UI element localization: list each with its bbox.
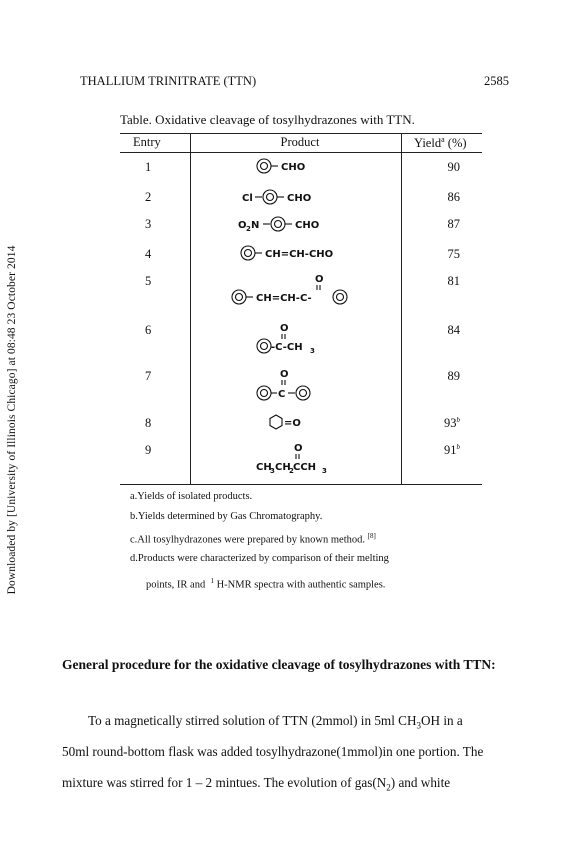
methyl-subscript: 3: [322, 467, 327, 475]
body-text: To a magnetically stirred solution of TTN (2mmol) in 5ml CH: [88, 713, 417, 728]
benzene-ring-inner: [236, 294, 243, 301]
benzene-ring: [333, 290, 347, 304]
yield-header-label: Yield: [414, 136, 442, 151]
column-header-yield: [414, 135, 467, 151]
product-structure: [256, 158, 336, 176]
footnote-d: d.Products were characterized by comparison of their melting: [130, 553, 389, 564]
entry-number: 9: [145, 443, 152, 457]
benzene-ring: [296, 386, 310, 400]
methyl-label: CH: [256, 462, 272, 473]
cyclohexanone-structure: [268, 414, 328, 432]
entry-number: 6: [145, 323, 152, 337]
footnote-d-post: H-NMR spectra with authentic samples.: [216, 579, 386, 591]
benzene-ring-inner: [337, 294, 344, 301]
entry-number: 8: [145, 416, 152, 430]
product-structure: [268, 414, 328, 432]
entry-number: 1: [145, 160, 152, 174]
aldehyde-label: CHO: [287, 193, 312, 204]
yield-number: 86: [447, 190, 460, 204]
entry-number: 4: [145, 247, 152, 261]
body-text: ) and white: [390, 775, 451, 790]
product-structure: [256, 366, 346, 406]
benzene-ring: [257, 339, 271, 353]
column-header-product: Product: [280, 135, 320, 149]
carbonyl-oxygen: O: [280, 323, 289, 334]
body-text-line: 50ml round-bottom flask was added tosylhydrazone(1mmol)in one portion. The: [62, 744, 484, 759]
table-column-divider: [190, 133, 191, 484]
subscript: 2: [386, 782, 391, 793]
product-structure: [238, 216, 348, 236]
footnote-b: b.Yields determined by Gas Chromatography.: [130, 511, 323, 522]
benzene-ring: [257, 159, 271, 173]
benzene-ring-inner: [245, 250, 252, 257]
enone-label: CH=CH-C-: [256, 293, 312, 304]
footnote-d-continued: [146, 577, 385, 591]
benzene-ring-inner: [261, 163, 268, 170]
benzene-ring-inner: [300, 390, 307, 397]
carbonyl-oxygen: O: [294, 443, 303, 454]
benzaldehyde-structure: [256, 158, 336, 176]
benzene-ring-inner: [267, 194, 274, 201]
carbonyl-methyl-label: CCH: [293, 462, 317, 473]
benzene-ring: [241, 246, 255, 260]
yield-number: 75: [447, 247, 460, 261]
page-number: 2585: [484, 74, 509, 88]
methyl-subscript: 3: [310, 347, 315, 355]
cyclohexane-ring: [270, 415, 282, 429]
yield-number: 81: [447, 274, 460, 288]
entry-number: 7: [145, 369, 152, 383]
yield-value: [420, 217, 460, 232]
running-head: THALLIUM TRINITRATE (TTN): [80, 74, 257, 88]
benzene-ring-inner: [275, 221, 282, 228]
chlorobenzaldehyde-structure: [242, 189, 342, 207]
section-heading: General procedure for the oxidative cleavage of tosylhydrazones with TTN:: [62, 657, 496, 672]
footnote-a: a.Yields of isolated products.: [130, 491, 253, 502]
methylene-label: CH: [275, 462, 291, 473]
chalcone-structure: [231, 271, 371, 309]
nitro-n-label: N: [251, 220, 260, 231]
yield-header-unit: (%): [444, 136, 467, 151]
carbonyl-oxygen: O: [315, 274, 324, 285]
butanone-structure: [256, 440, 346, 478]
entry-number: 5: [145, 274, 152, 288]
yield-number: 91: [444, 443, 457, 458]
carbonyl-carbon: C: [278, 389, 286, 400]
body-text-line: [62, 775, 522, 793]
table-caption: Table. Oxidative cleavage of tosylhydrazones with TTN.: [120, 112, 415, 127]
footnote-d-pre: points, IR and: [146, 579, 206, 591]
benzene-ring: [232, 290, 246, 304]
table-column-divider: [401, 133, 402, 484]
aldehyde-label: CHO: [295, 220, 320, 231]
benzene-ring: [257, 386, 271, 400]
product-structure: [242, 189, 342, 207]
download-notice-text: Downloaded by [University of Illinois Chicago] at 08:48 23 October 2014: [6, 245, 18, 595]
nitro-subscript: 2: [246, 225, 251, 233]
entry-number: 2: [145, 190, 152, 204]
carbonyl-oxygen: O: [280, 369, 289, 380]
yield-number: 93: [444, 416, 457, 431]
body-text: mixture was stirred for 1 – 2 mintues. The evolution of gas(N: [62, 775, 387, 790]
benzophenone-structure: [256, 366, 346, 406]
nitrobenzaldehyde-structure: [238, 216, 348, 236]
footnote-c: [130, 532, 376, 546]
acetyl-label: -C-CH: [271, 342, 303, 353]
benzene-ring-inner: [261, 390, 268, 397]
benzene-ring: [271, 217, 285, 231]
nmr-superscript: 1: [210, 577, 214, 585]
body-text-line: [88, 713, 548, 731]
methyl-subscript: 3: [270, 467, 275, 475]
yield-value: [420, 369, 460, 384]
yield-value: [420, 323, 460, 338]
yield-footnote-mark: b: [456, 416, 460, 424]
reference-mark: [8]: [367, 532, 376, 540]
product-structure: [240, 245, 360, 263]
nitro-o-label: O: [238, 220, 247, 231]
yield-header-footnote-mark: a: [441, 135, 445, 144]
acetophenone-structure: [256, 320, 346, 358]
product-structure: [231, 271, 371, 309]
product-structure: [256, 440, 346, 478]
entry-number: 3: [145, 217, 152, 231]
methylene-subscript: 2: [289, 467, 294, 475]
table-bottom-rule: [120, 484, 482, 485]
column-header-entry: Entry: [133, 135, 161, 149]
download-notice: [2, 160, 22, 680]
table-top-rule: [120, 133, 482, 134]
yield-value: [420, 160, 460, 175]
yield-number: 90: [447, 160, 460, 174]
yield-number: 89: [447, 369, 460, 383]
yield-footnote-mark: b: [456, 443, 460, 451]
yield-value: [420, 443, 460, 458]
footnote-c-text: c.All tosylhydrazones were prepared by known method.: [130, 534, 366, 546]
yield-number: 87: [447, 217, 460, 231]
product-structure: [256, 320, 346, 358]
ketone-label: =O: [284, 418, 301, 429]
yield-value: [420, 274, 460, 289]
alkene-aldehyde-label: CH=CH-CHO: [265, 249, 334, 260]
yield-value: [420, 190, 460, 205]
subscript: 3: [416, 720, 421, 731]
yield-value: [420, 247, 460, 262]
benzene-ring: [263, 190, 277, 204]
yield-number: 84: [447, 323, 460, 337]
yield-value: [420, 416, 460, 431]
aldehyde-label: CHO: [281, 162, 306, 173]
benzene-ring-inner: [261, 343, 268, 350]
cinnamaldehyde-structure: [240, 245, 360, 263]
chloro-label: Cl: [242, 193, 253, 204]
body-text: OH in a: [420, 713, 463, 728]
table-header-rule: [120, 152, 482, 153]
